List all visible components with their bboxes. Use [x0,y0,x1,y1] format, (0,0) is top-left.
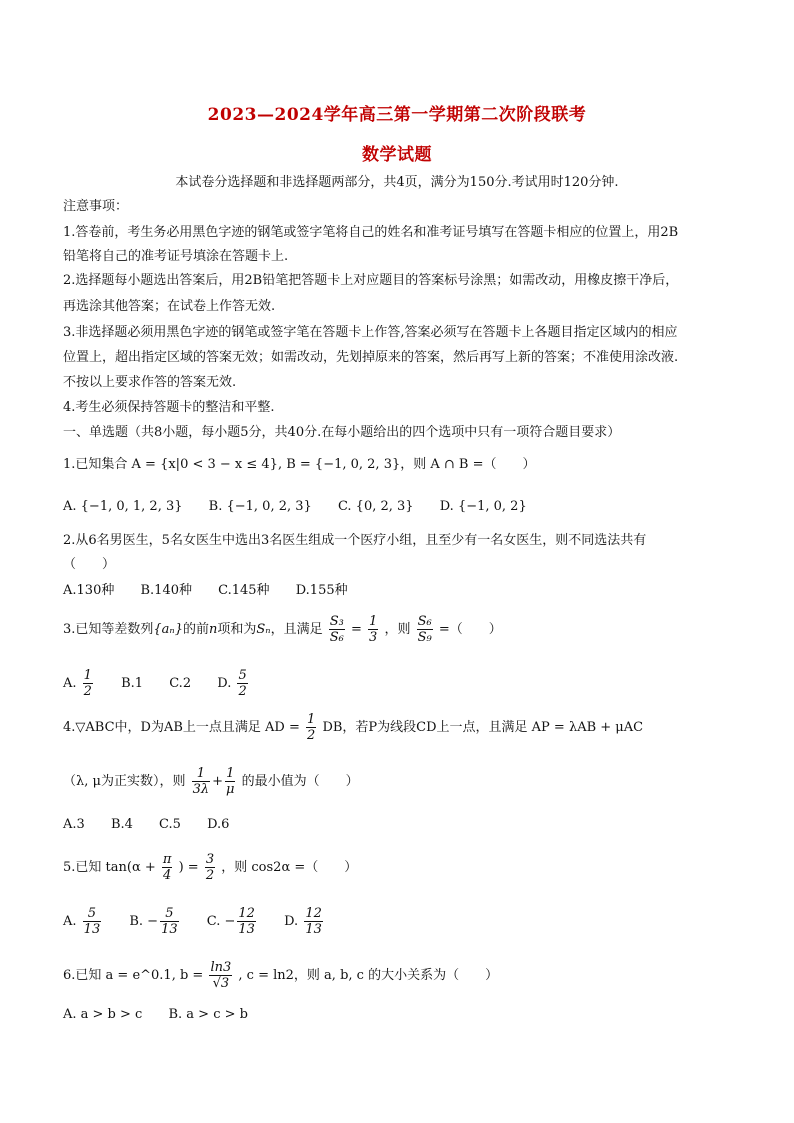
notice-line: 4.考生必须保持答题卡的整洁和平整. [63,400,275,415]
notice-line: 1.答卷前，考生务必用黑色字迹的钢笔或签字笔将自己的姓名和准考证号填写在答题卡相应的位置上，用2B [63,225,679,240]
q3-text: ，则 [384,622,411,637]
q3-frac-den: 3 [369,630,378,645]
q5-frac-num: 5 [83,906,102,922]
notice-line: 不按以上要求作答的答案无效. [63,375,237,390]
q5-opt-label: C. − [206,914,236,929]
q3-frac-num: S₃ [329,614,344,629]
q4-frac-den: μ [226,782,235,797]
q5-option-c [207,906,258,937]
q3-frac-den: S₉ [417,630,432,645]
q4-fraction [306,712,316,743]
q2-blank: （ ） [63,557,116,572]
q4-frac-den: 2 [307,728,316,743]
notice-line: 铅笔将自己的准考证号填涂在答题卡上. [63,249,289,264]
q3-sn: Sₙ [256,622,271,637]
q3-frac-num: 1 [369,614,378,629]
q4-plus: + [212,774,224,789]
q3-option-c: C.2 [169,676,192,691]
q3-frac-den: S₆ [329,630,344,645]
notice-line: 位置上，超出指定区域的答案无效；如需改动，先划掉原来的答案，然后再写上新的答案；不准使用涂改液. [63,350,679,365]
q5-frac-num: 12 [305,906,322,921]
q4-options [63,816,743,834]
q3-eq: = [350,622,362,637]
exam-title: 2023—2024学年高三第一学期第二次阶段联考 [207,105,587,125]
q4-frac-num: 1 [192,766,211,782]
q5-frac-num: π [162,852,172,867]
q1-options [63,498,743,516]
q5-option-b [129,906,180,937]
subject-title: 数学试题 [362,145,432,165]
q5-stem [63,852,743,883]
q5-opt-frac [304,906,323,937]
q2-option-c: C.145种 [218,583,270,598]
notice-line: 3.非选择题必须用黑色字迹的钢笔或签字笔在答题卡上作答,答案必须写在答题卡上各题目指定区域内的相应 [63,325,678,340]
q1-stem: 1.已知集合 A = {x|0 < 3 − x ≤ 4}, B = {−1, 0, 2, 3}，则 A ∩ B =（ ） [63,457,536,472]
q5-opt-frac [237,906,256,937]
q4-fraction [225,766,235,797]
q3-frac-den: 2 [83,684,92,699]
q4-frac-num: 1 [307,712,316,727]
notice-heading: 注意事项： [63,199,129,214]
q6-options [63,1006,743,1024]
q5-options [63,906,743,937]
q3-frac-den: 2 [238,684,247,699]
q4-option-d: D.6 [207,817,230,832]
q5-fraction [205,852,215,883]
q5-opt-frac [160,906,179,937]
q3-text: 的前 [182,622,209,637]
q3-opt-frac [237,668,247,699]
q6-stem [63,960,743,991]
q3-option-d [217,668,250,699]
q3-frac-num: 1 [83,668,92,683]
q3-option-a [63,668,95,699]
q1-option-a: A. {−1, 0, 1, 2, 3} [63,499,183,514]
q5-opt-label: D. [284,914,299,929]
q5-opt-label: B. − [129,914,159,929]
q6-frac-num: ln3 [210,960,232,975]
q3-opt-label: A. [63,676,77,691]
q3-frac-num: 5 [238,668,247,683]
q1-option-b: B. {−1, 0, 2, 3} [208,499,312,514]
q2-option-b: B.140种 [140,583,192,598]
q5-frac-den: 13 [238,922,255,937]
q6-option-b: B. a > c > b [168,1007,248,1022]
q4-frac-num: 1 [226,766,235,781]
q5-frac-num: 12 [238,906,255,921]
q3-fraction [417,614,433,645]
q3-fraction [368,614,378,645]
q3-options [63,668,743,699]
q4-text: 4.▽ABC中，D为AB上一点且满足 AD = [63,720,300,735]
section1-heading: 一、单选题（共8小题，每小题5分，共40分.在每小题给出的四个选项中只有一项符合题目要求） [63,425,621,440]
q4-condition [63,766,743,797]
q4-option-c: C.5 [159,817,181,832]
q5-text: ) = [178,860,199,875]
q5-text: ，则 cos2α =（ ） [221,860,358,875]
q4-text: （λ, μ为正实数），则 [63,774,186,789]
q3-fraction [329,614,345,645]
q3-n: n [208,622,218,637]
q2-options [63,582,743,600]
q6-frac-den: √3 [212,976,230,991]
q4-fraction [192,766,211,797]
q3-text: 项和为 [217,622,257,637]
q3-opt-label: D. [217,676,232,691]
q3-text: ，且满足 [270,622,323,637]
q2-option-d: D.155种 [295,583,348,598]
q2-option-a: A.130种 [63,583,115,598]
q5-frac-den: 4 [163,868,172,883]
q5-option-a [63,906,103,937]
q3-option-b: B.1 [121,676,144,691]
q2-stem: 2.从6名男医生，5名女医生中选出3名医生组成一个医疗小组，且至少有一名女医生，则不同选法共有 [63,533,647,548]
notice-line: 2.选择题每小题选出答案后，用2B铅笔把答题卡上对应题目的答案标号涂黑；如需改动，用橡皮擦干净后， [63,273,679,288]
q5-option-d [284,906,325,937]
q3-text: =（ ） [438,622,502,637]
q5-text: 5.已知 tan(α + [63,860,156,875]
q5-frac-num: 5 [160,906,179,922]
q4-option-a: A.3 [63,817,85,832]
q5-frac-den: 13 [161,922,178,937]
q4-text: 的最小值为（ ） [241,774,359,789]
q5-opt-label: A. [63,914,77,929]
q5-frac-num: 3 [205,852,215,867]
q4-text: DB，若P为线段CD上一点，且满足 AP = λAB + μAC [322,720,644,735]
q4-frac-den: 3λ [192,782,210,797]
intro-text: 本试卷分选择题和非选择题两部分，共4页，满分为150分.考试用时120分钟. [175,175,619,190]
q5-frac-den: 13 [83,922,101,937]
q5-fraction [162,852,173,883]
notice-line: 再选涂其他答案；在试卷上作答无效. [63,299,276,314]
q4-stem [63,712,743,743]
q1-option-c: C. {0, 2, 3} [337,499,414,514]
q1-option-d: D. {−1, 0, 2} [439,499,527,514]
q5-frac-den: 13 [305,922,322,937]
q4-option-b: B.4 [110,817,133,832]
q6-text: , c = ln2，则 a, b, c 的大小关系为（ ） [238,968,499,983]
q3-seq: {aₙ} [153,622,183,637]
q3-text: 3.已知等差数列 [63,622,154,637]
q6-text: 6.已知 a = e^0.1, b = [63,968,204,983]
q5-frac-den: 2 [205,868,215,883]
q3-stem [63,614,743,645]
q5-opt-frac [83,906,102,937]
q3-opt-frac [83,668,93,699]
q3-frac-num: S₆ [417,614,432,629]
q6-fraction [209,960,232,991]
q6-option-a: A. a > b > c [63,1007,143,1022]
